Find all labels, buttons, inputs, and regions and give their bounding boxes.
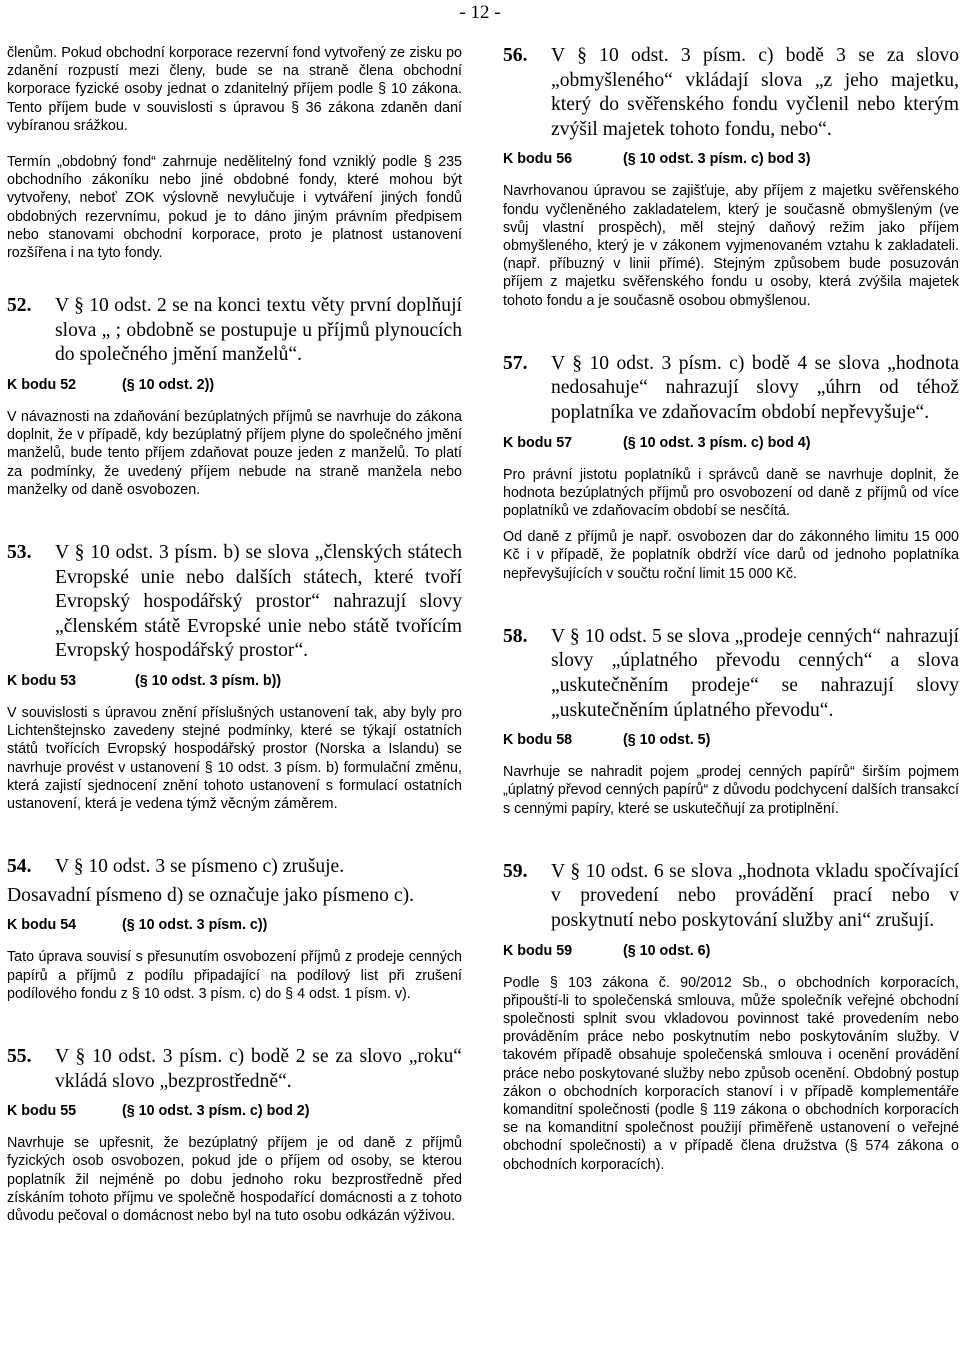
explanation-54: Tato úprava souvisí s přesunutím osvobození příjmů z prodeje cenných papírů a příjmů z podílu připadající na podílový list při zrušení podílového fondu z § 10 odst. 3 písm. c) do § 4 odst. 1 písm. v).	[7, 949, 462, 1002]
amendment-text: V § 10 odst. 3 písm. c) bodě 3 se za slovo „obmyšleného“ vkládají slova „z jeho majetku, který do svěřenského fondu vyčlenil nebo kterým zvýšil majetek tohoto fondu, nebo“.	[551, 45, 959, 140]
amendment-text: Dosavadní písmeno d) se označuje jako písmeno c).	[7, 884, 415, 906]
amendment-54	[7, 855, 462, 880]
reference-label: K bodu 57	[503, 434, 573, 451]
reference-section: (§ 10 odst. 5)	[623, 732, 711, 749]
reference-section: (§ 10 odst. 3 písm. c) bod 3)	[623, 151, 811, 168]
amendment-56	[503, 44, 959, 142]
amendment-number: 59.	[503, 860, 528, 882]
reference-55	[7, 1102, 462, 1120]
right-column	[503, 44, 959, 1182]
explanation-57-a: Pro právní jistotu poplatníků i správců daně se navrhuje doplnit, že hodnota bezúplatných příjmů pro osvobození od daně z příjmů od více poplatníků ve zdaňovacím období se nesčítá.	[503, 466, 959, 519]
reference-label: K bodu 53	[7, 673, 77, 689]
amendment-number: 54.	[7, 856, 32, 878]
amendment-52	[7, 294, 462, 368]
amendment-55	[7, 1045, 462, 1094]
amendment-text: V § 10 odst. 3 se písmeno c) zrušuje.	[55, 856, 345, 878]
amendment-text: V § 10 odst. 6 se slova „hodnota vkladu spočívající v provedení nebo provádění prací nebo v poskytnutí nebo poskytování služby ani“ zrušují.	[551, 860, 959, 931]
reference-53	[7, 672, 462, 690]
reference-54	[7, 916, 462, 934]
reference-59	[503, 942, 959, 960]
reference-section: (§ 10 odst. 6)	[623, 942, 711, 959]
explanation-59: Podle § 103 zákona č. 90/2012 Sb., o obchodních korporacích, připouští-li to společenská smlouva, může společník veřejné obchodní společnosti splnit svou vkladovou povinnost také provedením nebo prováděním práce nebo poskytnutím nebo poskytováním služby. V takovém případě obsahuje společenská smlouva i ocenění provádění práce nebo poskytované služby nebo způsob ocenění. Obdobný postup zákon o obchodních korporacích stanoví i v případě komplementáře komanditní společnosti (podle § 119 zákona o obchodních korporacích se na komanditní společnost použijí přiměřeně ustanovení o veřejné obchodní společnosti) a v případě člena družstva (§ 574 zákona o obchodních korporacích).	[503, 974, 959, 1173]
amendment-number: 58.	[503, 625, 528, 647]
amendment-number: 52.	[7, 295, 32, 317]
explanation-55: Navrhuje se upřesnit, že bezúplatný příjem je od daně z příjmů fyzických osob osvobozen, pokud jde o příjem od osoby, se kterou poplatník žil nejméně po dobu jednoho roku bezprostředně před získáním tohoto příjmu ve společně hospodařící domácnosti a z tohoto důvodu pečoval o domácnost nebo byl na tuto osobu odkázán výživou.	[7, 1135, 462, 1225]
amendment-53	[7, 541, 462, 664]
amendment-57	[503, 352, 959, 426]
intro-paragraph-1: členům. Pokud obchodní korporace rezervní fond vytvořený ze zisku po zdanění rozpustí mezi členy, bude se na straně člena obchodní korporace fyzické osoby jednat o zdanitelný příjem podle § 10 zákona. Tento příjem bude v souvislosti s úpravou § 36 zákona zdaněn daní vybíranou srážkou.	[7, 45, 462, 134]
explanation-58: Navrhuje se nahradit pojem „prodej cenných papírů“ širším pojmem „úplatný převod cenných papírů“ z důvodu podchycení dalších transakcí s cennými papíry, které se uskutečňují za protiplnění.	[503, 764, 959, 817]
reference-58	[503, 731, 959, 749]
page-number: - 12 -	[459, 2, 501, 23]
reference-label: K bodu 52	[7, 377, 77, 394]
reference-label: K bodu 54	[7, 917, 77, 934]
reference-section: (§ 10 odst. 3 písm. c))	[122, 917, 268, 934]
reference-57	[503, 434, 959, 452]
reference-label: K bodu 59	[503, 942, 573, 959]
reference-section: (§ 10 odst. 3 písm. b))	[135, 673, 282, 689]
reference-section: (§ 10 odst. 3 písm. c) bod 2)	[122, 1103, 310, 1120]
amendment-text: V § 10 odst. 3 písm. c) bodě 2 se za slovo „roku“ vkládá slovo „bezprostředně“.	[55, 1046, 462, 1092]
intro-paragraph-2: Termín „obdobný fond“ zahrnuje nedělitelný fond vzniklý podle § 235 obchodního zákoníku nebo jiné obdobné fondy, které mohou být vytvořeny, neboť ZOK výslovně nevylučuje i vytváření jiných fondů obdobných rezervnímu, pokud je to dáno jiným právním předpisem nebo stanovami obchodní korporace, proto je platnost ustanovení rozšířena i na tyto fondy.	[7, 154, 462, 262]
explanation-52: V návaznosti na zdaňování bezúplatných příjmů se navrhuje do zákona doplnit, že v případě, kdy bezúplatný příjem plyne do společného jmění manželů, bude tento příjem zdaňovat pouze jeden z manželů. To platí za podmínky, že uvedený příjem nebude na straně manžela nebo manželky od daně osvobozen.	[7, 409, 462, 498]
explanation-57-b: Od daně z příjmů je např. osvobozen dar do zákonného limitu 15 000 Kč i v případě, že poplatník obdrží více darů od jednoho poplatníka nepřevyšujících v součtu roční limit 15 000 Kč.	[503, 529, 959, 582]
reference-56	[503, 150, 959, 168]
reference-label: K bodu 58	[503, 732, 573, 749]
reference-label: K bodu 55	[7, 1103, 77, 1120]
amendment-text: V § 10 odst. 2 se na konci textu věty první doplňují slova „ ; obdobně se postupuje u příjmů plynoucích do společného jmění manželů“.	[55, 295, 462, 366]
amendment-text: V § 10 odst. 5 se slova „prodeje cenných“ nahrazují slovy „úplatného převodu cenných“ a slova „uskutečněním prodeje“ se nahrazují slovy „uskutečněním úplatného převodu“.	[551, 625, 959, 721]
amendment-number: 55.	[7, 1046, 32, 1068]
amendment-59	[503, 860, 959, 934]
reference-52	[7, 376, 462, 394]
amendment-text: V § 10 odst. 3 písm. b) se slova „členských státech Evropské unie nebo dalších státech, které tvoří Evropský hospodářský prostor“ nahrazují slovy „členském státě Evropské unie nebo státě tvořícím Evropský hospodářský prostor“.	[55, 542, 462, 662]
amendment-number: 57.	[503, 352, 528, 374]
explanation-56: Navrhovanou úpravou se zajišťuje, aby příjem z majetku svěřenského fondu vyčleněného zakladatelem, který je současně obmyšleným (ve svůj vlastní prospěch), měl stejný daňový režim jako příjem obmyšleného, který je v zákonem vyjmenovaném vztahu k zakladateli. (např. příbuzný v linii přímé). Stejným způsobem bude posuzován příjem z majetku svěřenského fondu u osoby, která zvýšila majetek tohoto fondu a je současně osobou obmyšlenou.	[503, 183, 959, 309]
amendment-number: 53.	[7, 542, 32, 564]
amendment-54-continuation	[7, 884, 462, 909]
left-column	[7, 44, 462, 1233]
reference-section: (§ 10 odst. 2))	[122, 377, 215, 394]
reference-label: K bodu 56	[503, 151, 573, 168]
reference-section: (§ 10 odst. 3 písm. c) bod 4)	[623, 434, 811, 451]
amendment-number: 56.	[503, 45, 528, 66]
amendment-58	[503, 625, 959, 723]
explanation-53: V souvislosti s úpravou znění příslušných ustanovení tak, aby byly pro Lichtenštejnsko zavedeny stejné podmínky, které se týkají ostatních států tvořících Evropský hospodářský prostor (Norska a Islandu) se navrhuje provést v ustanovení § 10 odst. 3 písm. b) formulační změnu, která zajistí sjednocení znění tohoto ustanovení s formulací ostatních ustanovení, která je vedena týmž věcným záměrem.	[7, 705, 462, 813]
amendment-text: V § 10 odst. 3 písm. c) bodě 4 se slova „hodnota nedosahuje“ nahrazují slovy „úhrn od téhož poplatníka ve zdaňovacím období nepřevyšuje“.	[551, 352, 959, 423]
